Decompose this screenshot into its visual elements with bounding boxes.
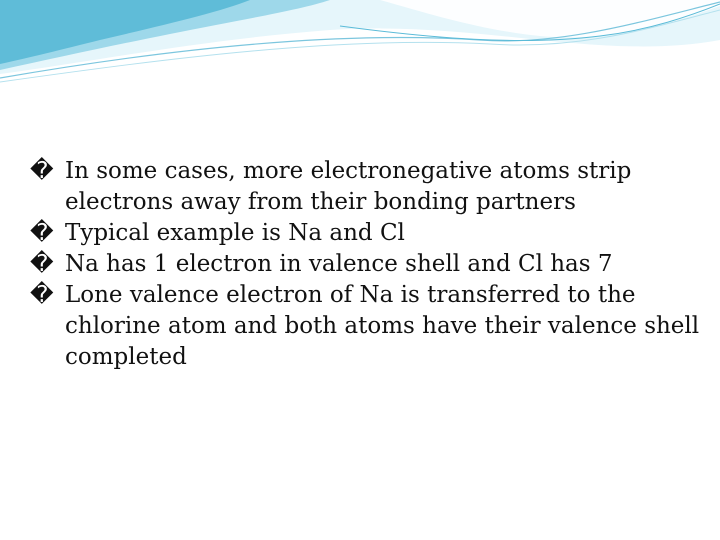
bullet-marker-icon: � — [30, 220, 54, 246]
bullet-marker-icon: � — [30, 158, 54, 184]
bullet-item — [30, 218, 700, 249]
bullet-item — [30, 249, 700, 280]
bullet-text: In some cases, more electronegative atoms strip electrons away from their bonding partners — [65, 158, 632, 215]
bullet-item — [30, 156, 700, 218]
bullet-item — [30, 280, 700, 373]
bullet-list — [30, 156, 700, 373]
bullet-marker-icon: � — [30, 282, 54, 308]
header-wave-decoration — [0, 0, 720, 90]
bullet-marker-icon: � — [30, 251, 54, 277]
bullet-text: Na has 1 electron in valence shell and Cl has 7 — [65, 251, 613, 277]
bullet-text: Lone valence electron of Na is transferred to the chlorine atom and both atoms have their valence shell completed — [65, 282, 700, 370]
bullet-text: Typical example is Na and Cl — [65, 220, 405, 246]
